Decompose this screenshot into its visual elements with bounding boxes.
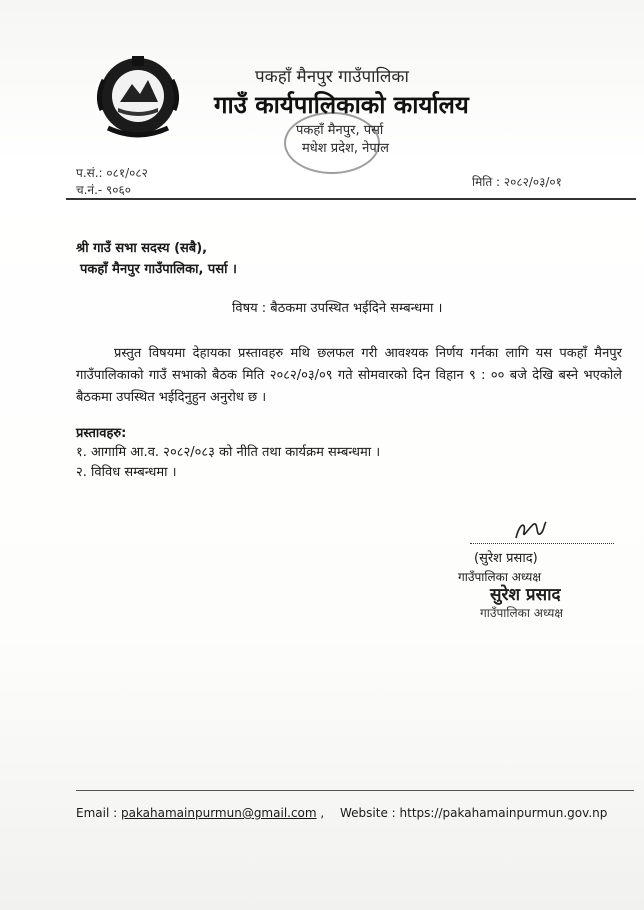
letter-body: प्रस्तुत विषयमा देहायका प्रस्तावहरु मथि छलफल गरी आवश्यक निर्णय गर्नका लागि यस पकहाँ मैनपुर गाउँपालिकाको गाउँ सभाको बैठक मिति २०८२/०३/०९ गते सोमवारको दिन विहान ९ : ०० बजे देखि बस्ने भएकोले बैठकमा उपस्थित भईदिनुहुन अनुरोध छ । (76, 346, 622, 405)
proposal-item: २. विविध सम्बन्धमा । (76, 465, 177, 480)
letter-subject: विषय : बैठकमा उपस्थित भईदिने सम्बन्धमा । (232, 301, 443, 316)
municipality-name: पकहाँ मैनपुर गाउँपालिका (255, 67, 409, 87)
office-title: गाउँ कार्यपालिकाको कार्यालय (214, 91, 469, 119)
letter-ps-number: प.सं.: ०८१/०८२ (76, 166, 148, 180)
letter-dispatch-number: च.नं.- ९०६० (76, 183, 132, 197)
header-divider (66, 198, 636, 200)
signatory-name: (सुरेश प्रसाद) (474, 551, 538, 566)
letter-date: मिति : २०८२/०३/०१ (472, 175, 562, 189)
email-label: Email : (76, 806, 121, 820)
addressee-line-2: पकहाँ मैनपुर गाउँपालिका, पर्सा । (80, 262, 237, 277)
office-address: पकहाँ मैनपुर, पर्सा (296, 123, 384, 138)
title-stamp: गाउँपालिका अध्यक्ष (480, 606, 563, 620)
handwritten-signature (510, 518, 550, 544)
email-suffix: , (316, 806, 325, 820)
signatory-title: गाउँपालिका अध्यक्ष (458, 570, 541, 584)
office-province: मधेश प्रदेश, नेपाल (302, 141, 389, 156)
government-emblem-icon (92, 50, 184, 140)
footer-website[interactable]: Website : https://pakahamainpurmun.gov.np (340, 806, 608, 820)
proposals-title: प्रस्तावहरु: (76, 426, 127, 441)
name-stamp: सुरेश प्रसाद (490, 585, 561, 605)
email-link[interactable]: pakahamainpurmun@gmail.com (120, 806, 317, 820)
signature-line (470, 543, 614, 544)
footer-divider (76, 790, 634, 791)
proposal-item: १. आगामि आ.व. २०८२/०८३ को नीति तथा कार्यक्रम सम्बन्धमा । (76, 445, 381, 460)
footer-email (76, 806, 324, 820)
addressee-line-1: श्री गाउँ सभा सदस्य (सबै), (76, 241, 208, 256)
